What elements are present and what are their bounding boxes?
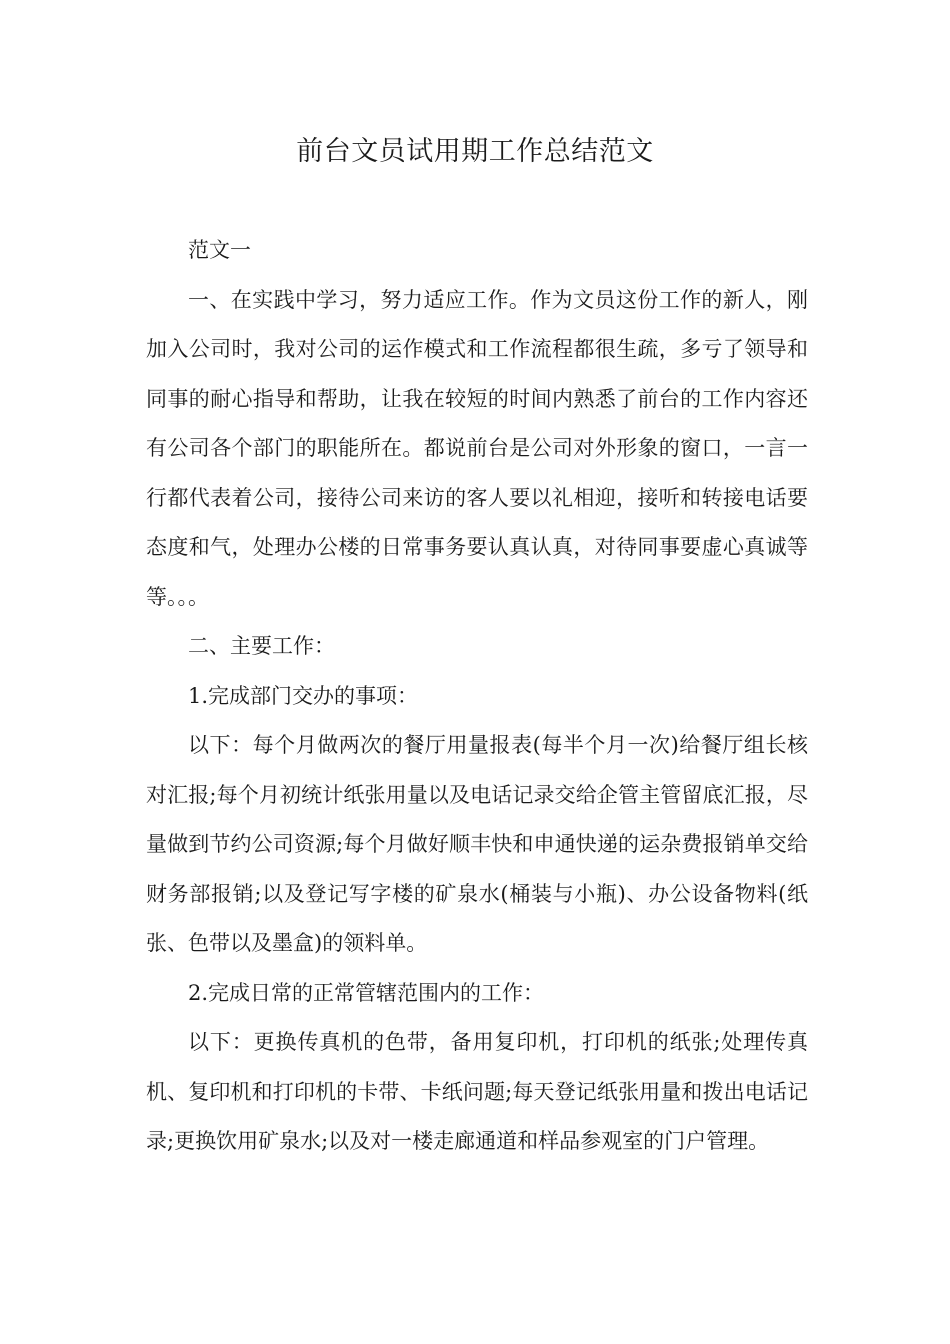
section-heading-sample-one: 范文一	[188, 238, 251, 262]
paragraph-daily-work: 以下：更换传真机的色带，备用复印机，打印机的纸张;处理传真机、复印机和打印机的卡带、卡纸问题;每天登记纸张用量和拨出电话记录;更换饮用矿泉水;以及对一楼走廊通道和样品参观室的门户管理。	[146, 1030, 808, 1153]
subheading-department-tasks: 1.完成部门交办的事项：	[188, 683, 419, 708]
section-heading-main-work: 二、主要工作：	[188, 634, 335, 658]
paragraph-practice-learning: 一、在实践中学习，努力适应工作。作为文员这份工作的新人，刚加入公司时，我对公司的运作模式和工作流程都很生疏，多亏了领导和同事的耐心指导和帮助，让我在较短的时间内熟悉了前台的工作内容还有公司各个部门的职能所在。都说前台是公司对外形象的窗口，一言一行都代表着公司，接待公司来访的客人要以礼相迎，接听和转接电话要态度和气，处理办公楼的日常事务要认真认真，对待同事要虚心真诚等等。。。	[146, 287, 808, 609]
subheading-daily-work: 2.完成日常的正常管辖范围内的工作：	[188, 980, 545, 1005]
document-title: 前台文员试用期工作总结范文	[296, 136, 654, 167]
document-body	[146, 226, 808, 1167]
paragraph-department-tasks: 以下：每个月做两次的餐厅用量报表(每半个月一次)给餐厅组长核对汇报;每个月初统计纸张用量以及电话记录交给企管主管留底汇报，尽量做到节约公司资源;每个月做好顺丰快和申通快递的运杂费报销单交给财务部报销;以及登记写字楼的矿泉水(桶装与小瓶)、办公设备物料(纸张、色带以及墨盒)的领料单。	[146, 733, 808, 955]
